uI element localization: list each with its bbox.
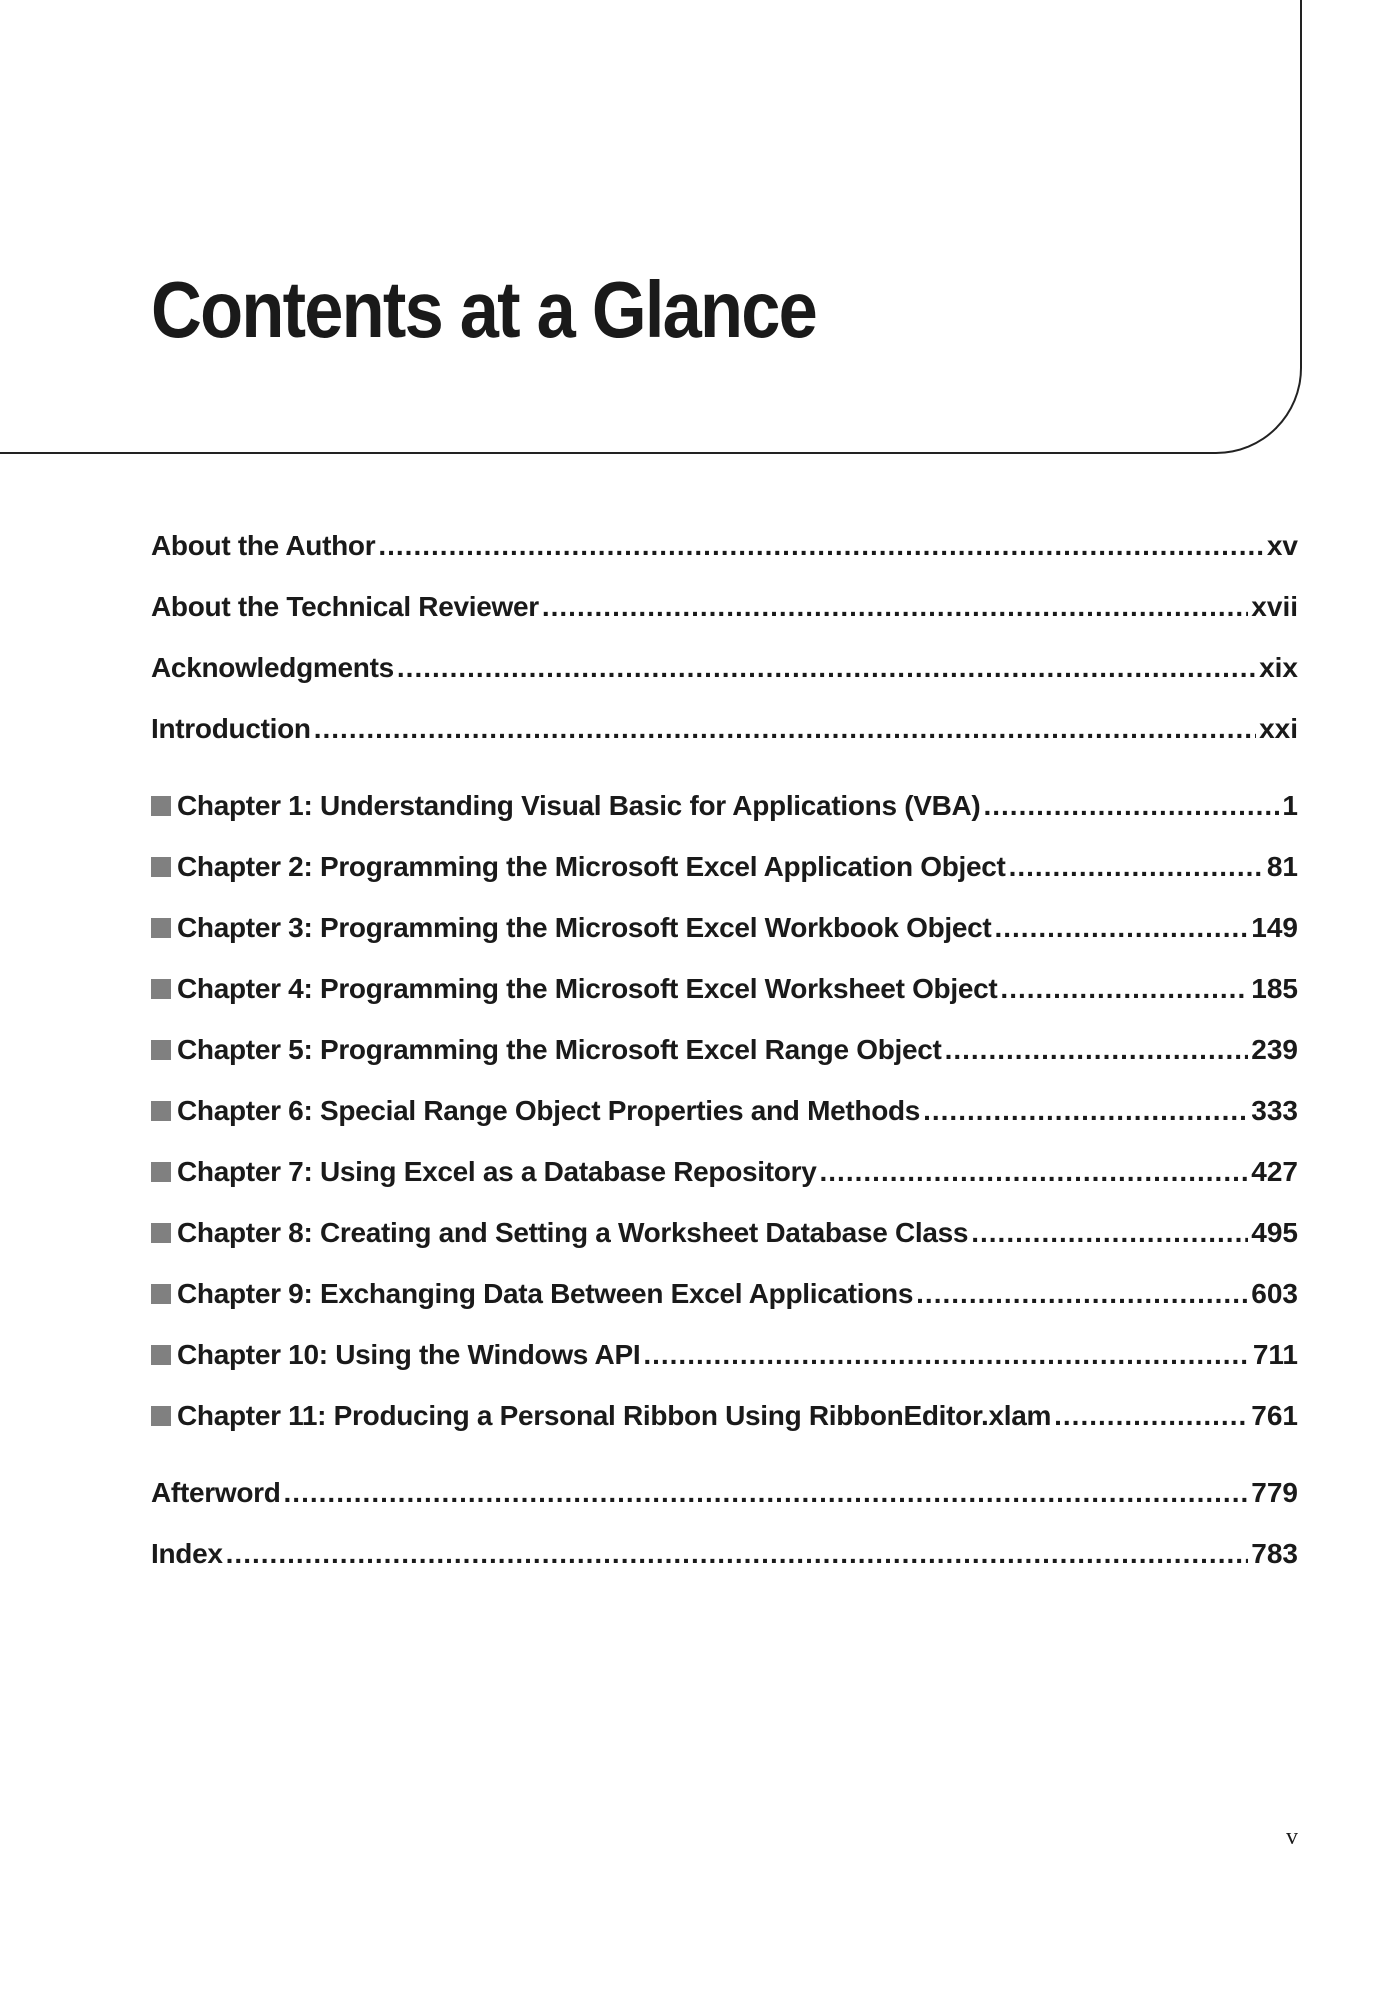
entry-page-number: xix <box>1259 652 1298 683</box>
entry-title: Chapter 3: Programming the Microsoft Excel Workbook Object <box>177 912 992 943</box>
entry-title: Chapter 5: Programming the Microsoft Excel Range Object <box>177 1034 942 1065</box>
entry-page-number: 1 <box>1282 790 1298 821</box>
back-matter-list <box>151 1477 1298 1599</box>
entry-page-number: 603 <box>1251 1278 1298 1309</box>
entry-title: Chapter 6: Special Range Object Properties and Methods <box>177 1095 921 1126</box>
dot-leader <box>1054 1400 1248 1432</box>
dot-leader <box>314 713 1256 745</box>
square-bullet-icon <box>151 918 171 938</box>
entry-page-number: 427 <box>1251 1156 1298 1187</box>
dot-leader <box>819 1156 1248 1188</box>
toc-chapter-entry[interactable] <box>151 1217 1298 1278</box>
toc-chapter-entry[interactable] <box>151 912 1298 973</box>
entry-title: Chapter 8: Creating and Setting a Worksheet Database Class <box>177 1217 969 1248</box>
entry-page-number: xv <box>1266 530 1298 561</box>
chapter-list <box>151 790 1298 1461</box>
toc-entry[interactable] <box>151 713 1298 774</box>
entry-title: Chapter 11: Producing a Personal Ribbon Using RibbonEditor.xlam <box>177 1400 1052 1431</box>
toc-chapter-entry[interactable] <box>151 1339 1298 1400</box>
toc-chapter-entry[interactable] <box>151 851 1298 912</box>
toc-chapter-entry[interactable] <box>151 1156 1298 1217</box>
square-bullet-icon <box>151 1162 171 1182</box>
square-bullet-icon <box>151 1101 171 1121</box>
toc-entry[interactable] <box>151 652 1298 713</box>
square-bullet-icon <box>151 1040 171 1060</box>
dot-leader <box>542 591 1248 623</box>
dot-leader <box>226 1538 1249 1570</box>
entry-page-number: 81 <box>1266 851 1298 882</box>
entry-title: Acknowledgments <box>151 652 394 683</box>
square-bullet-icon <box>151 1406 171 1426</box>
entry-page-number: 783 <box>1251 1538 1298 1569</box>
entry-title: Chapter 7: Using Excel as a Database Repository <box>177 1156 817 1187</box>
toc-entry[interactable] <box>151 1538 1298 1599</box>
dot-leader <box>971 1217 1248 1249</box>
toc-entry[interactable] <box>151 530 1298 591</box>
dot-leader <box>994 912 1248 944</box>
entry-page-number: 239 <box>1251 1034 1298 1065</box>
dot-leader <box>378 530 1264 562</box>
toc-chapter-entry[interactable] <box>151 790 1298 851</box>
entry-title: Index <box>151 1538 223 1569</box>
dot-leader <box>284 1477 1249 1509</box>
toc-chapter-entry[interactable] <box>151 1034 1298 1095</box>
front-matter-list <box>151 530 1298 774</box>
entry-title: Chapter 1: Understanding Visual Basic for Applications (VBA) <box>177 790 981 821</box>
toc-chapter-entry[interactable] <box>151 1400 1298 1461</box>
entry-title: About the Technical Reviewer <box>151 591 539 622</box>
toc-chapter-entry[interactable] <box>151 1095 1298 1156</box>
toc-chapter-entry[interactable] <box>151 973 1298 1034</box>
entry-page-number: xvii <box>1251 591 1298 622</box>
square-bullet-icon <box>151 1345 171 1365</box>
entry-title: About the Author <box>151 530 376 561</box>
entry-title: Chapter 4: Programming the Microsoft Excel Worksheet Object <box>177 973 998 1004</box>
dot-leader <box>923 1095 1248 1127</box>
entry-page-number: 149 <box>1251 912 1298 943</box>
square-bullet-icon <box>151 796 171 816</box>
dot-leader <box>916 1278 1248 1310</box>
entry-page-number: 711 <box>1252 1339 1298 1370</box>
square-bullet-icon <box>151 1223 171 1243</box>
square-bullet-icon <box>151 1284 171 1304</box>
entry-page-number: xxi <box>1259 713 1298 744</box>
dot-leader <box>397 652 1256 684</box>
entry-title: Chapter 9: Exchanging Data Between Excel Applications <box>177 1278 914 1309</box>
header-frame <box>0 0 1302 454</box>
entry-page-number: 495 <box>1251 1217 1298 1248</box>
dot-leader <box>945 1034 1249 1066</box>
page-title: Contents at a Glance <box>151 265 817 354</box>
dot-leader <box>1009 851 1264 883</box>
entry-page-number: 779 <box>1251 1477 1298 1508</box>
entry-title: Chapter 2: Programming the Microsoft Excel Application Object <box>177 851 1006 882</box>
entry-page-number: 185 <box>1251 973 1298 1004</box>
toc-entry[interactable] <box>151 591 1298 652</box>
dot-leader <box>983 790 1279 822</box>
table-of-contents <box>151 530 1298 1599</box>
entry-title: Introduction <box>151 713 311 744</box>
square-bullet-icon <box>151 979 171 999</box>
dot-leader <box>1000 973 1248 1005</box>
toc-entry[interactable] <box>151 1477 1298 1538</box>
toc-chapter-entry[interactable] <box>151 1278 1298 1339</box>
entry-page-number: 333 <box>1251 1095 1298 1126</box>
entry-title: Chapter 10: Using the Windows API <box>177 1339 641 1370</box>
page-number-folio: v <box>1286 1824 1298 1850</box>
entry-page-number: 761 <box>1251 1400 1298 1431</box>
square-bullet-icon <box>151 857 171 877</box>
dot-leader <box>643 1339 1250 1371</box>
entry-title: Afterword <box>151 1477 281 1508</box>
